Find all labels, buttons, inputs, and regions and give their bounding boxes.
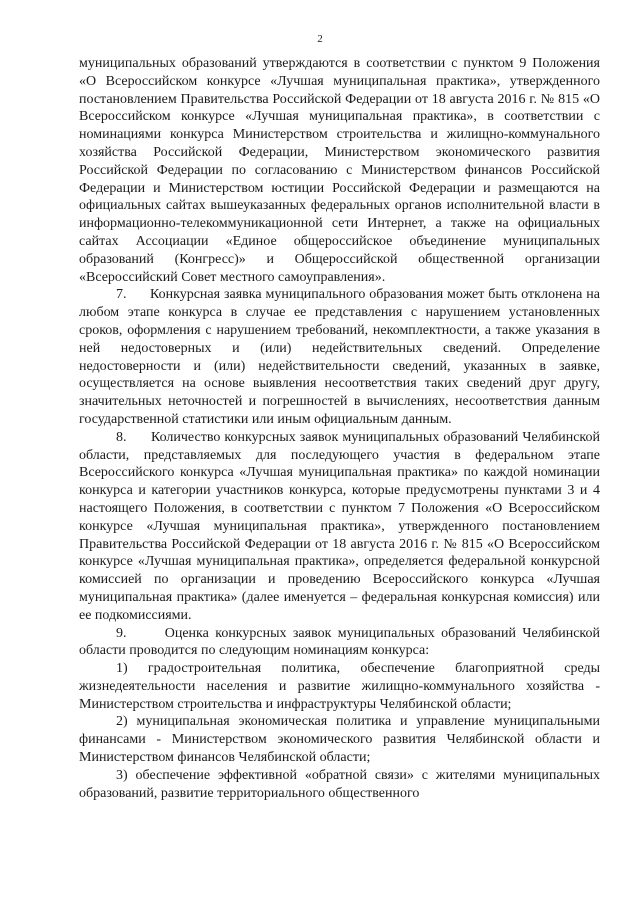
list-item-2: 2) муниципальная экономическая политика и управление муниципальными финансами - Министерством экономического развития Челябинской области и Министерством финансов Челябинской области; — [79, 714, 600, 766]
page-number: 2 — [317, 33, 323, 45]
list-item-1: 1) градостроительная политика, обеспечение благоприятной среды жизнедеятельности населения и развитие жилищно-коммунального хозяйства - Министерством строительства и инфраструктуры Челябинской области; — [79, 661, 600, 712]
document-body — [79, 55, 600, 802]
list-item-3: 3) обеспечение эффективной «обратной связи» с жителями муниципальных образований, развитие территориального общественного — [79, 767, 600, 801]
paragraph-continuation: муниципальных образований утверждаются в соответствии с пунктом 9 Положения «О Всероссийском конкурсе «Лучшая муниципальная практика», утвержденного постановлением Правительства Российской Федерации от 18 августа 2016 г. № 815 «О Всероссийском конкурсе «Лучшая муниципальная практика», в соответствии с номинациями конкурса Министерством строительства и жилищно-коммунального хозяйства Российской Федерации, Министерством экономического развития Российской Федерации по согласованию с Министерством финансов Российской Федерации и Министерством юстиции Российской Федерации и размещаются на официальных сайтах вышеуказанных федеральных органов исполнительной власти в информационно-телекоммуникационной сети Интернет, а также на официальных сайтах Ассоциации «Единое общероссийское объединение муниципальных образований (Конгресс)» и Общероссийской общественной организации «Всероссийский Совет местного самоуправления». — [79, 56, 600, 285]
paragraph-7: 7. Конкурсная заявка муниципального образования может быть отклонена на любом этапе конкурса в случае ее представления с нарушением установленных сроков, оформления с нарушением требований, некомплектности, а также указания в ней недостоверных и (или) недействительных сведений. Определение недостоверности и (или) недействительности сведений, указанных в заявке, осуществляется на основе выявления несоответствия таких сведений друг другу, значительных неточностей и погрешностей в вычислениях, несоответствия данным государственной статистики или иным официальным данным. — [79, 287, 600, 427]
paragraph-8: 8. Количество конкурсных заявок муниципальных образований Челябинской области, представляемых для последующего участия в федеральном этапе Всероссийского конкурса «Лучшая муниципальная практика» по каждой номинации конкурса и категории участников конкурса, которые предусмотрены пунктами 3 и 4 настоящего Положения, в соответствии с пунктом 7 Положения «О Всероссийском конкурсе «Лучшая муниципальная практика», утвержденного постановлением Правительства Российской Федерации от 18 августа 2016 г. № 815 «О Всероссийском конкурсе «Лучшая муниципальная практика», определяется федеральной конкурсной комиссией по организации и проведению Всероссийского конкурса «Лучшая муниципальная практика» (далее именуется – федеральная конкурсная комиссия) или ее подкомиссиями. — [79, 429, 600, 623]
paragraph-9: 9. Оценка конкурсных заявок муниципальных образований Челябинской области проводится по следующим номинациям конкурса: — [79, 625, 600, 659]
